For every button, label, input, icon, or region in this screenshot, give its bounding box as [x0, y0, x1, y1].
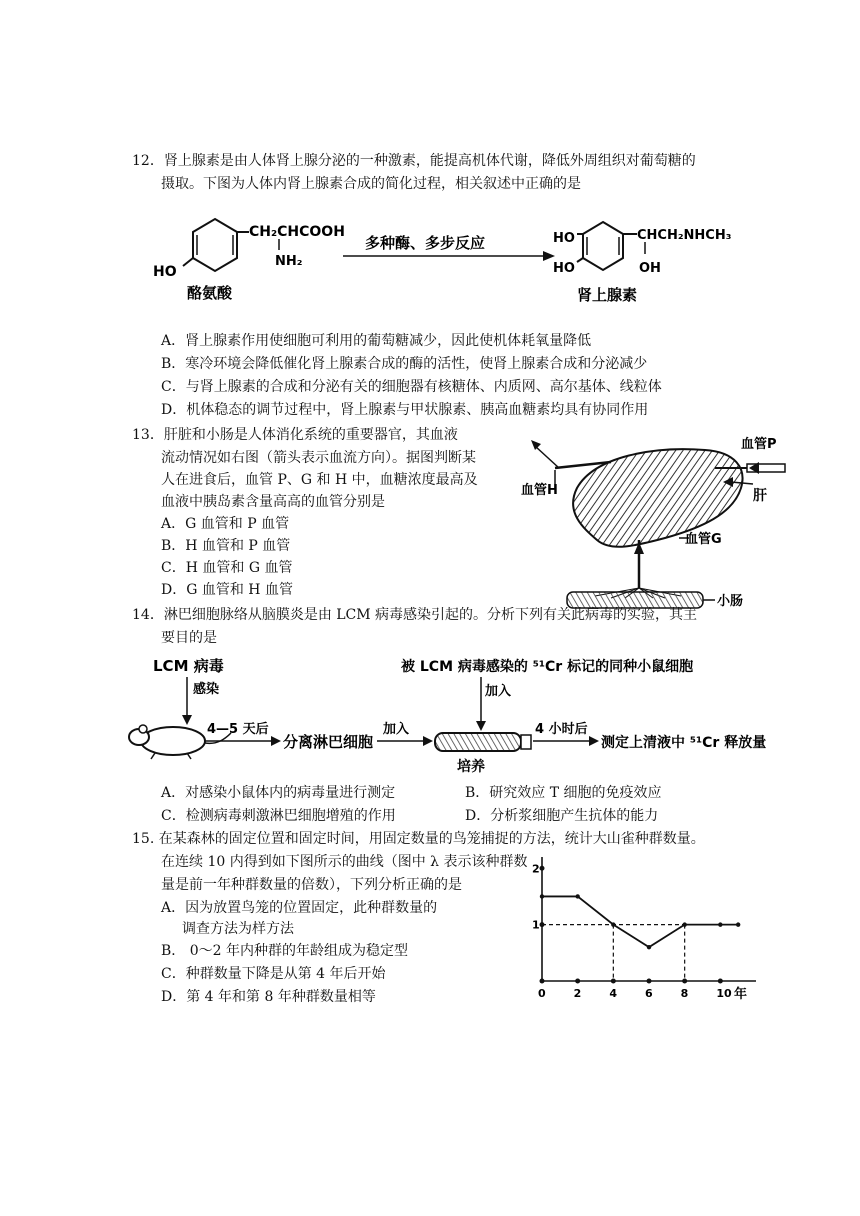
q14-stem-line2: 要目的是	[161, 630, 217, 646]
reactant-chain: CH₂CHCOOH	[249, 224, 345, 240]
q15-option-c: C．种群数量下降是从第 4 年后开始	[161, 966, 386, 982]
x-tick-dot-6	[647, 979, 652, 984]
label-vessel-g: 血管G	[685, 532, 722, 547]
q13-stem-line4: 血液中胰岛素含量高高的血管分别是	[161, 494, 385, 510]
reactant-name: 酪氨酸	[187, 284, 233, 302]
label-cells: 被 LCM 病毒感染的 ⁵¹Cr 标记的同种小鼠细胞	[401, 659, 694, 675]
reaction-label: 多种酶、多步反应	[365, 234, 486, 252]
reactant-nh2: NH₂	[275, 254, 303, 269]
reactant-ho: HO	[153, 264, 177, 280]
q15-option-b: B． 0～2 年内种群的年龄组成为稳定型	[161, 943, 409, 959]
reactant-ring	[193, 219, 237, 271]
product-name: 肾上腺素	[577, 286, 638, 304]
q13-stem-line1: 13．肝脏和小肠是人体消化系统的重要器官，其血液	[132, 427, 458, 443]
label-intestine: 小肠	[717, 594, 744, 609]
liver-intestine-diagram	[515, 428, 815, 610]
q14-option-b: B．研究效应 T 细胞的免疫效应	[465, 785, 662, 801]
label-infect: 感染	[193, 682, 220, 697]
product-ring	[583, 222, 623, 270]
series-point-0	[540, 894, 544, 898]
series-point-6	[647, 945, 651, 949]
label-culture: 培养	[457, 759, 485, 775]
y-tick-dot-2	[540, 866, 545, 871]
product-oh: OH	[639, 261, 661, 276]
mouse-body	[141, 727, 205, 755]
label-vessel-p: 血管P	[741, 437, 777, 452]
q14-stem-line1: 14．淋巴细胞脉络从脑膜炎是由 LCM 病毒感染引起的。分析下列有关此病毒的实验，其主	[132, 607, 698, 623]
series-line-lambda	[542, 896, 738, 947]
label-days: 4—5 天后	[207, 722, 269, 737]
q14-option-c: C．检测病毒刺激淋巴细胞增殖的作用	[161, 808, 396, 824]
product-chain: CHCH₂NHCH₃	[637, 228, 732, 243]
x-tick-label-4: 4	[609, 987, 617, 1000]
test-tube	[435, 733, 521, 751]
series-point-4	[611, 922, 615, 926]
q13-option-b: B．H 血管和 P 血管	[161, 538, 291, 554]
q15-option-a: A．因为放置鸟笼的位置固定，此种群数量的	[161, 900, 438, 916]
q13-option-c: C．H 血管和 G 血管	[161, 560, 293, 576]
q12-reaction-diagram	[125, 210, 795, 310]
x-tick-label-8: 8	[680, 987, 689, 1000]
series-point-8	[682, 922, 686, 926]
q15-stem-line1: 15. 在某森林的固定位置和固定时间，用固定数量的鸟笼捕捉的方法，统计大山雀种群数量。	[132, 831, 705, 847]
x-tick-label-0: 0	[538, 987, 546, 1000]
lcm-experiment-flow	[125, 655, 790, 780]
q12-option-a: A．肾上腺素作用使细胞可利用的葡萄糖减少，因此使机体耗氧量降低	[161, 333, 592, 349]
q15-stem-line2: 在连续 10 内得到如下图所示的曲线（图中 λ 表示该种群数	[161, 854, 528, 870]
x-tick-label-2: 2	[573, 987, 582, 1000]
x-tick-dot-2	[575, 979, 580, 984]
x-axis-label: 年	[734, 987, 748, 1002]
q12-stem-line2: 摄取。下图为人体内肾上腺素合成的简化过程，相关叙述中正确的是	[161, 176, 581, 192]
label-measure: 测定上清液中 ⁵¹Cr 释放量	[601, 735, 767, 751]
q12-option-b: B．寒冷环境会降低催化肾上腺素合成的酶的活性，使肾上腺素合成和分泌减少	[161, 356, 648, 372]
label-add: 加入	[383, 722, 410, 737]
y-tick-label-2: 2	[532, 862, 540, 876]
series-point-10	[718, 922, 722, 926]
q13-stem-line2: 流动情况如右图（箭头表示血流方向）。据图判断某	[161, 450, 476, 466]
x-tick-dot-0	[540, 979, 545, 984]
q13-option-a: A．G 血管和 P 血管	[161, 516, 290, 532]
q12-option-c: C．与肾上腺素的合成和分泌有关的细胞器有核糖体、内质网、高尔基体、线粒体	[161, 379, 662, 395]
series-point-2	[575, 894, 579, 898]
q14-option-d: D．分析浆细胞产生抗体的能力	[465, 808, 659, 824]
label-lcm-virus: LCM 病毒	[153, 657, 224, 675]
x-tick-label-6: 6	[645, 987, 653, 1000]
q12-stem-line1: 12．肾上腺素是由人体肾上腺分泌的一种激素，能提高机体代谢，降低外周组织对葡萄糖的	[132, 153, 696, 169]
product-ho2: HO	[553, 261, 575, 276]
q13-option-d: D．G 血管和 H 血管	[161, 582, 293, 598]
q15-stem-line3: 量是前一年种群数量的倍数），下列分析正确的是	[161, 877, 462, 893]
product-ho1: HO	[553, 231, 575, 246]
q12-option-d: D．机体稳态的调节过程中，肾上腺素与甲状腺素、胰高血糖素均具有协同作用	[161, 402, 649, 418]
label-separate: 分离淋巴细胞	[283, 733, 374, 751]
q15-option-a-cont: 调查方法为样方法	[182, 921, 294, 937]
q15-option-d: D．第 4 年和第 8 年种群数量相等	[161, 989, 376, 1005]
label-liver: 肝	[753, 488, 767, 504]
label-vessel-h: 血管H	[521, 483, 558, 498]
series-point-11	[736, 922, 740, 926]
lambda-chart	[520, 855, 770, 1007]
q14-option-a: A．对感染小鼠体内的病毒量进行测定	[161, 785, 396, 801]
x-tick-dot-10	[718, 979, 723, 984]
y-tick-label-1: 1	[532, 918, 540, 932]
label-hours: 4 小时后	[535, 722, 588, 737]
x-tick-label-10: 10	[716, 987, 732, 1000]
label-add2: 加入	[485, 684, 512, 699]
q13-stem-line3: 人在进食后，血管 P、G 和 H 中，血糖浓度最高及	[161, 472, 478, 488]
